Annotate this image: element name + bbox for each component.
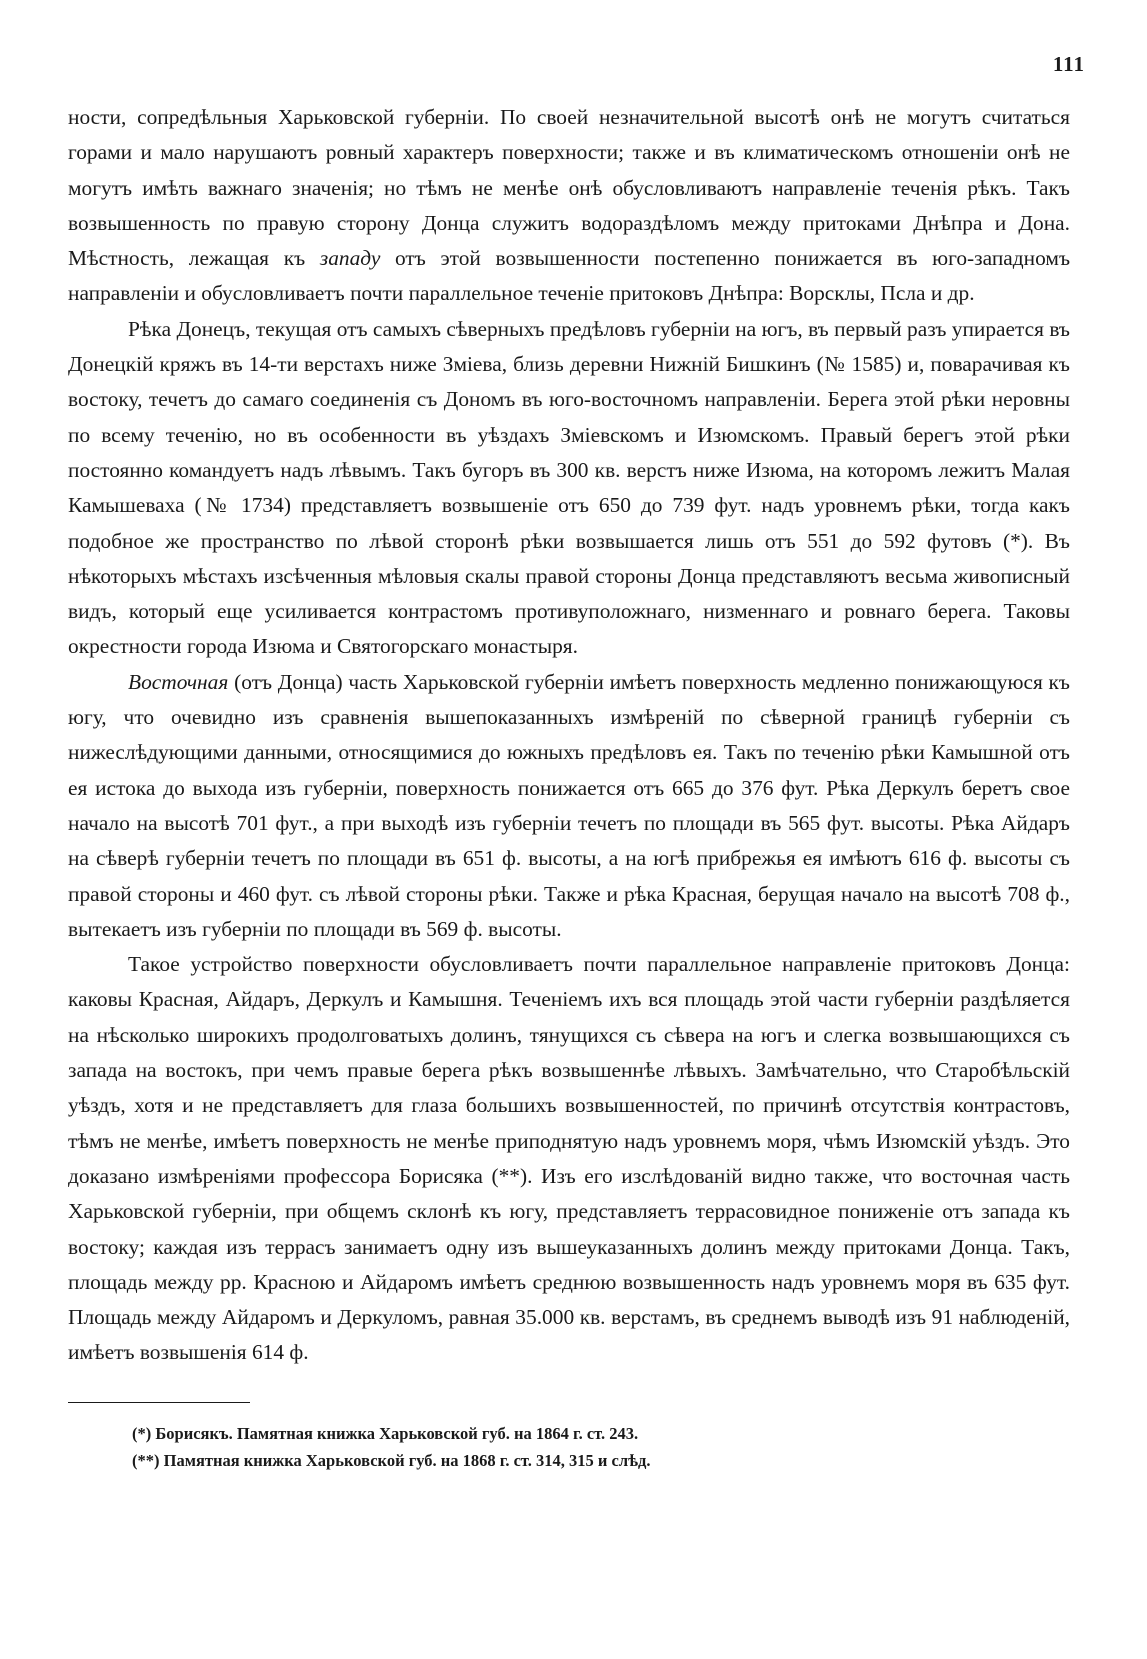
paragraph-text-italic: Восточная [128, 669, 229, 694]
paragraph [68, 100, 1070, 312]
paragraph [68, 312, 1070, 665]
paragraph [68, 947, 1070, 1371]
paragraph-text: Рѣка Донецъ, текущая отъ самыхъ сѣверныхъ предѣловъ губерніи на югъ, въ первый разъ упирается въ Донецкій кряжъ въ 14-ти верстахъ ниже Змiева, близь деревни Нижній Бишкинъ (№ 1585) и, поварачивая къ востоку, течетъ до самаго соединенія съ Дономъ въ юго-восточномъ направленіи. Берега этой рѣки неровны по всему теченію, но въ особенности въ уѣздахъ Зміевскомъ и Изюмскомъ. Правый берегъ этой рѣки постоянно командуетъ надъ лѣвымъ. Такъ бугоръ въ 300 кв. верстъ ниже Изюма, на которомъ лежитъ Малая Камышеваха (№ 1734) представляетъ возвышеніе отъ 650 до 739 фут. надъ уровнемъ рѣки, тогда какъ подобное же пространство по лѣвой сторонѣ рѣки возвышается лишь отъ 551 до 592 футовъ (*). Въ нѣкоторыхъ мѣстахъ изсѣченныя мѣловыя скалы правой стороны Донца представляютъ весьма живописный видъ, который еще усиливается контрастомъ противуположнаго, низменнаго и ровнаго берега. Таковы окрестности города Изюма и Святогорскаго монастыря. [68, 316, 1070, 659]
body-text [68, 100, 1070, 1371]
paragraph-text: отъ этой возвышенности постепенно понижается въ юго-западномъ направленіи и обусловливаетъ почти параллельное теченіе притоковъ Днѣпра: Ворсклы, Псла и др. [68, 246, 1071, 306]
paragraph-text: (отъ Донца) часть Харьковской губерніи имѣетъ поверхность медленно понижающуюся къ югу, что очевидно изъ сравненія вышепоказанныхъ измѣреній по сѣверной границѣ губерніи съ нижеслѣдующими данными, относящимися до южныхъ предѣловъ ея. Такъ по теченію рѣки Камышной отъ ея истока до выхода изъ губерніи, поверхность понижается отъ 665 до 376 фут. Рѣка Деркулъ беретъ свое начало на высотѣ 701 фут., а при выходѣ изъ губерніи течетъ по площади въ 565 фут. высоты. Рѣка Айдаръ на сѣверѣ губерніи течетъ по площади въ 651 ф. высоты, а на югѣ прибрежья ея имѣютъ 616 ф. высоты съ правой стороны и 460 фут. съ лѣвой стороны рѣки. Также и рѣка Красная, берущая начало на высотѣ 708 ф., вытекаетъ изъ губерніи по площади въ 569 ф. высоты. [68, 669, 1070, 941]
footnotes [132, 1420, 1032, 1474]
paragraph-text: ности, сопредѣльныя Харьковской губерніи. По своей незначительной высотѣ онѣ не могутъ считаться горами и мало нарушаютъ ровный характеръ поверхности; также и въ климатическомъ отношеніи онѣ не могутъ имѣть важнаго значенія; но тѣмъ не менѣе онѣ обусловливаютъ направленіе теченія рѣкъ. Такъ возвышенность по правую сторону Донца служитъ водораздѣломъ между притоками Днѣпра и Дона. Мѣстность, лежащая къ [68, 105, 1070, 271]
footnote: (**) Памятная книжка Харьковской губ. на 1868 г. ст. 314, 315 и слѣд. [132, 1451, 651, 1470]
footnote-divider [68, 1402, 250, 1403]
paragraph-text-italic: западу [319, 246, 381, 271]
paragraph-text: Такое устройство поверхности обусловливаетъ почти параллельное направленіе притоковъ Донца: каковы Красная, Айдаръ, Деркулъ и Камышня. Теченіемъ ихъ вся площадь этой части губерніи раздѣляется на нѣсколько широкихъ продолговатыхъ долинъ, тянущихся съ сѣвера на югъ и слегка возвышающихся съ запада на востокъ, при чемъ правые берега рѣкъ возвышеннѣе лѣвыхъ. Замѣчательно, что Старобѣльскій уѣздъ, хотя и не представляетъ для глаза большихъ возвышенностей, по причинѣ отсутствія контрастовъ, тѣмъ не менѣе, имѣетъ поверхность не менѣе приподнятую надъ уровнемъ моря, чѣмъ Изюмскій уѣздъ. Это доказано измѣреніями профессора Борисяка (**). Изъ его изслѣдованій видно также, что восточная часть Харьковской губерніи, при общемъ склонѣ къ югу, представляетъ террасовидное пониженіе отъ запада къ востоку; каждая изъ террасъ занимаетъ одну изъ вышеуказанныхъ долинъ между притоками Донца. Такъ, площадь между рр. Красною и Айдаромъ имѣетъ среднюю возвышенность надъ уровнемъ моря въ 635 фут. Площадь между Айдаромъ и Деркуломъ, равная 35.000 кв. верстамъ, въ среднемъ выводѣ изъ 91 наблюденій, имѣетъ возвышенія 614 ф. [68, 952, 1070, 1365]
paragraph [68, 665, 1070, 947]
page-number: 111 [1052, 52, 1085, 76]
footnote: (*) Борисякъ. Памятная книжка Харьковской губ. на 1864 г. ст. 243. [132, 1424, 639, 1443]
